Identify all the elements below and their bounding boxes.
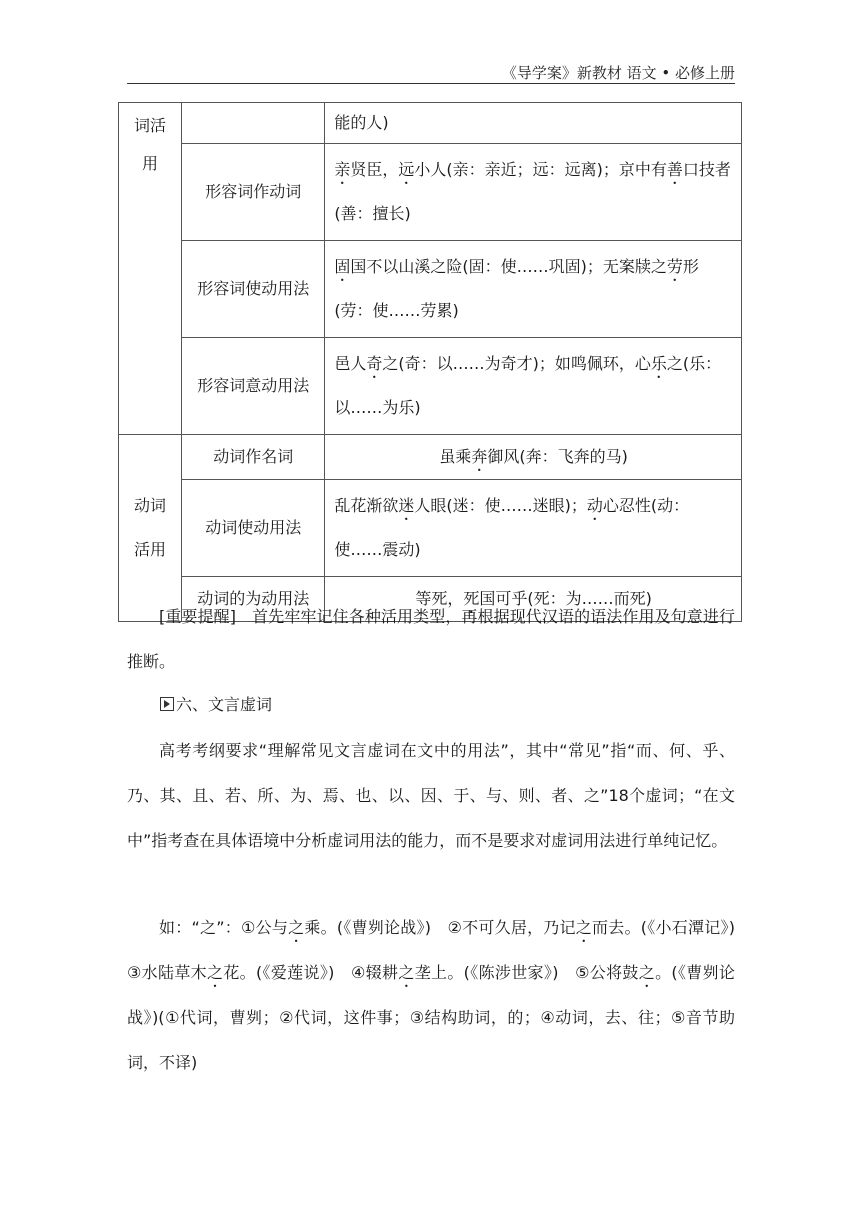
type-cell-empty: [182, 103, 325, 144]
emphasis-char: 之: [398, 963, 415, 982]
emphasis-char: 乐: [650, 354, 667, 373]
reminder-label: [重要提醒]: [159, 607, 236, 626]
play-icon: [160, 697, 174, 711]
emphasis-char: 之: [206, 963, 224, 982]
section-heading: [160, 688, 272, 722]
example-cell: 虽乘奔御风(奔：飞奔的马): [325, 435, 742, 480]
section-title: 六、文言虚词: [176, 695, 273, 714]
reminder-text: 首先牢牢记住各种活用类型，再根据现代汉语的语法作用及句意进行推断。: [127, 607, 735, 671]
emphasis-char: 亲: [334, 160, 351, 179]
running-header: 《导学案》新教材 语文 • 必修上册: [501, 64, 735, 82]
emphasis-char: 奇: [366, 354, 383, 373]
header-rule: [127, 83, 735, 84]
category-line: 词活: [134, 116, 167, 135]
category-line: 活用: [134, 540, 167, 559]
emphasis-char: 迷: [398, 496, 415, 515]
type-cell: 动词作名词: [182, 435, 325, 480]
emphasis-char: 之: [638, 963, 656, 982]
table-row: [119, 435, 742, 480]
table-row: [119, 144, 742, 241]
emphasis-char: 远: [398, 160, 415, 179]
example-paragraph: 如：“之”：①公与之乘。(《曹刿论战》) ②不可久居，乃记之而去。(《小石潭记》) ③水陆草木之花。(《爱莲说》) ④辍耕之垄上。(《陈涉世家》) ⑤公将鼓之。(《曹刿论战》)(①代词，曹刿；②代词，这件事；③结构助词，的；④动词，去、往；⑤音节助词，不译): [127, 918, 751, 1072]
emphasis-char: 劳: [666, 257, 683, 276]
emphasis-char: 死: [463, 589, 480, 608]
emphasis-char: 动: [586, 496, 603, 515]
emphasis-char: 之: [575, 918, 593, 937]
category-line: 动词: [134, 496, 167, 515]
table-row: [119, 103, 742, 144]
body-paragraph: 高考考纲要求“理解常见文言虚词在文中的用法”，其中“常见”指“而、何、乎、乃、其、且、若、所、为、焉、也、以、因、于、与、则、者、之”18个虚词；“在文中”指考查在具体语境中分析虚词用法的能力，而不是要求对虚词用法进行单纯记忆。: [127, 741, 735, 850]
example-cell: 乱花渐欲迷人眼(迷：使……迷眼)；动心忍性(动：使……震动): [325, 480, 742, 577]
emphasis-char: 之: [288, 918, 305, 937]
type-cell: 形容词使动用法: [182, 241, 325, 338]
example-cell: 邑人奇之(奇：以……为奇才)；如鸣佩环，心乐之(乐：以……为乐): [325, 338, 742, 435]
reminder-paragraph: [127, 594, 735, 684]
type-cell: 动词的为动用法: [182, 577, 325, 622]
example-cell: 亲贤臣，远小人(亲：亲近；远：远离)；京中有善口技者(善：擅长): [325, 144, 742, 241]
emphasis-char: 固: [334, 257, 351, 276]
emphasis-char: 善: [666, 160, 683, 179]
table-row: [119, 480, 742, 577]
type-cell: 动词使动用法: [182, 480, 325, 577]
type-cell: 形容词意动用法: [182, 338, 325, 435]
table-row: [119, 241, 742, 338]
emphasis-char: 奔: [471, 447, 488, 466]
example-cell: 能的人): [325, 103, 742, 144]
word-class-table: [118, 102, 742, 622]
example-cell: 固国不以山溪之险(固：使……巩固)；无案牍之劳形(劳：使……劳累): [325, 241, 742, 338]
table-row: [119, 338, 742, 435]
type-cell: 形容词作动词: [182, 144, 325, 241]
category-cell: [119, 103, 182, 435]
category-line: 用: [142, 154, 159, 173]
example-cell: 等死，死国可乎(死：为……而死): [325, 577, 742, 622]
